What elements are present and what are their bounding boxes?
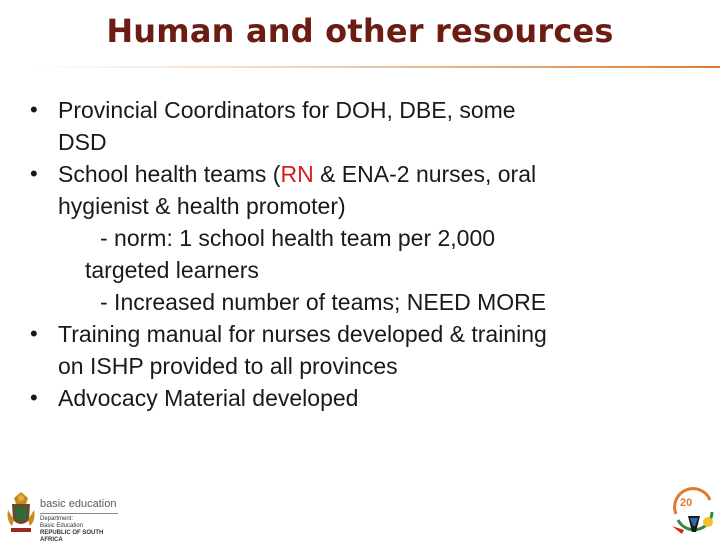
bullet-training-manual: [30, 318, 680, 382]
highlight-rn: RN: [280, 161, 314, 187]
bullet-text: Training manual for nurses developed & training: [58, 321, 547, 347]
svg-text:20: 20: [680, 497, 693, 509]
brand-sub-line: Department:: [40, 516, 74, 522]
bullet-text: Advocacy Material developed: [58, 385, 359, 411]
bullet-provincial-coordinators: [30, 94, 680, 158]
bullet-advocacy-material: [30, 382, 680, 414]
bullet-text: School health teams (: [58, 161, 281, 187]
anniversary-emblem-icon: [670, 486, 718, 538]
bullet-text-rest: & ENA-2 nurses, oral: [313, 161, 537, 187]
bullet-text: Provincial Coordinators for DOH, DBE, some: [58, 97, 516, 123]
brand-sub-line: REPUBLIC OF SOUTH AFRICA: [40, 530, 104, 543]
title-divider: [30, 66, 720, 68]
coat-of-arms-icon: [6, 490, 36, 534]
brand-sub-line: Basic Education: [40, 523, 84, 529]
brand-divider: [40, 513, 118, 514]
bullet-text-continued: hygienist & health promoter): [58, 193, 346, 219]
bullet-text-continued: on ISHP provided to all provinces: [58, 353, 398, 379]
bullet-text-continued: DSD: [58, 129, 107, 155]
bullet-school-health-teams: [30, 158, 680, 222]
bullet-list: [30, 94, 680, 414]
sub-item-norm: - norm: 1 school health team per 2,000: [100, 225, 496, 251]
department-logo: [6, 488, 121, 543]
slide-title: Human and other resources: [106, 12, 614, 50]
sub-item-increased-teams: - Increased number of teams; NEED MORE: [100, 289, 547, 315]
brand-name: basic education: [40, 498, 117, 510]
sub-item-norm-continued: targeted learners: [85, 257, 259, 283]
